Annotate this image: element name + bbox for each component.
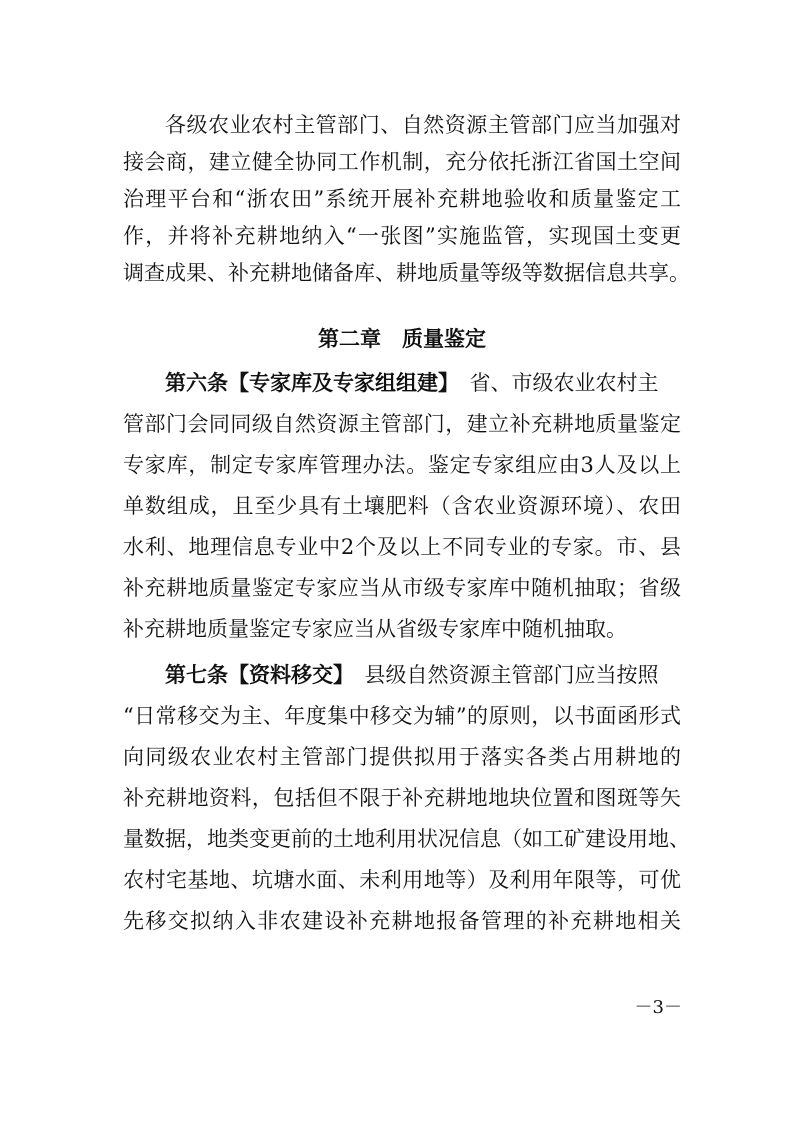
para1-line-1: 各级农业农村主管部门、自然资源主管部门应当加强对 [165,113,681,137]
para1-line-4: 作，并将补充耕地纳入“一张图”实施监管，实现国土变更 [123,224,681,248]
art7-line-7: 先移交拟纳入非农建设补充耕地报备管理的补充耕地相关 [123,909,681,933]
art6-line-3: 专家库，制定专家库管理办法。鉴定专家组应由3人及以上 [123,453,681,477]
art7-line-4: 补充耕地资料，包括但不限于补充耕地地块位置和图斑等矢 [123,786,681,810]
art7-first-line-text: 县级自然资源主管部门应当按照 [343,663,659,687]
art7-heading: 第七条【资料移交】 [165,663,344,687]
art6-first-line-text: 省、市级农业农村主 [448,371,659,395]
art6-line-5: 水利、地理信息专业中2个及以上不同专业的专家。市、县 [123,535,681,559]
art6-heading: 第六条【专家库及专家组组建】 [165,371,449,395]
para1-line-5: 调查成果、补充耕地储备库、耕地质量等级等数据信息共享。 [123,261,690,285]
para1-line-3: 治理平台和“浙农田”系统开展补充耕地验收和质量鉴定工 [123,187,681,211]
art6-line-6: 补充耕地质量鉴定专家应当从市级专家库中随机抽取；省级 [123,576,681,600]
art7-first-line [165,660,681,690]
art6-first-line [165,368,681,398]
art7-line-2: “日常移交为主、年度集中移交为辅”的原则，以书面函形式 [123,704,681,728]
art6-line-7: 补充耕地质量鉴定专家应当从省级专家库中随机抽取。 [123,617,627,641]
art7-line-3: 向同级农业农村主管部门提供拟用于落实各类占用耕地的 [123,745,681,769]
art7-line-6: 农村宅基地、坑塘水面、未利用地等）及利用年限等，可优 [123,868,681,892]
para1-line-2: 接会商，建立健全协同工作机制，充分依托浙江省国土空间 [123,150,681,174]
art6-line-4: 单数组成，且至少具有土壤肥料（含农业资源环境）、农田 [123,494,681,518]
art6-line-2: 管部门会同同级自然资源主管部门，建立补充耕地质量鉴定 [123,412,681,436]
chapter-heading: 第二章 质量鉴定 [318,327,486,351]
art7-line-5: 量数据，地类变更前的土地利用状况信息（如工矿建设用地、 [123,827,690,851]
page-number: －3－ [634,997,682,1018]
